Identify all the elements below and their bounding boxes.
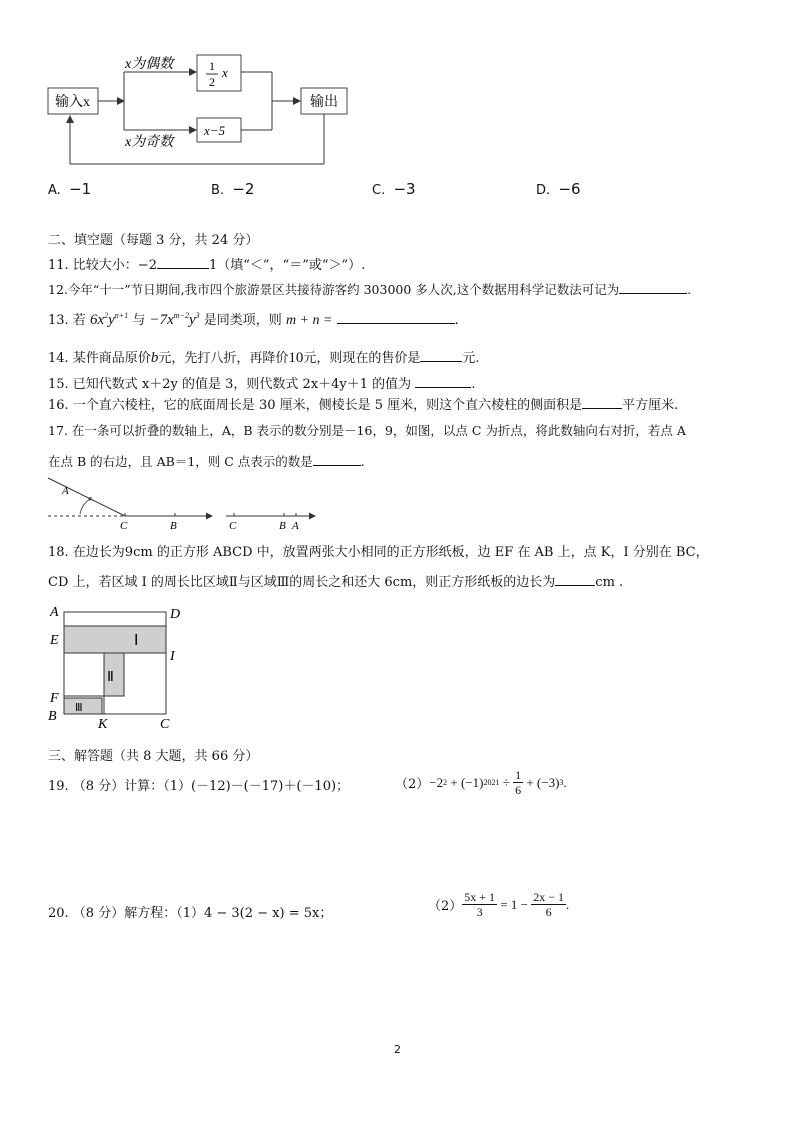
q15 [48,373,475,392]
q13-t1: 6x [89,312,105,328]
q19-p2-a: −2 [429,774,444,790]
q13-pre: 13. 若 [48,313,86,328]
q18-label-c: C [160,717,170,732]
q15-blank [415,375,471,388]
region-1 [64,626,166,653]
minus5-label: x−5 [204,123,226,138]
option-d [536,180,581,198]
q18-blank [555,573,595,586]
q12-text: 12.今年“十一”节日期间,我市四个旅游景区共接待游客约 303000 多人次,这个数据用科学记数法可记为 [48,282,620,297]
option-value: −3 [393,180,416,198]
page-number: 2 [394,1043,401,1056]
q20-fraction2 [531,890,566,919]
q16-end: 平方厘米. [622,398,679,413]
q13-t2: −7x [149,312,174,328]
q20-f2num: 2x − 1 [533,890,565,904]
q13-exp: n+1 [114,311,129,320]
q16-blank [582,396,622,409]
section3-heading: 三、解答题（共 8 大题，共 66 分） [48,749,259,764]
q14-mid: 元，先打八折，再降价 [158,351,289,366]
half-num: 1 [209,59,215,73]
q14-end: 元. [462,351,480,366]
q13-mn: m + n = [285,313,333,328]
q14-var: b [150,350,159,366]
option-letter: C. [372,183,386,198]
q11-pre: 11. 比较大小：−2 [48,258,157,273]
q19-p2-end: . [563,774,567,790]
q19-part1: 19. （8 分）计算：（1）(－12)－(－17)＋(－10)； [48,779,350,794]
q18-line2 [48,571,623,590]
q14 [48,347,479,367]
option-c [372,180,416,198]
odd-label: x为奇数 [125,135,174,150]
even-label: x为偶数 [125,57,174,72]
q17-line2-text: 在点 B 的右边，且 AB＝1，则 C 点表示的数是 [48,454,313,469]
q17-label-a2: A [292,520,299,532]
q15-end: . [471,377,476,392]
q11 [48,254,365,273]
region-3 [64,698,102,714]
q18-label-b: B [48,709,57,724]
q19-p2-pre: （2） [395,777,430,792]
option-a [48,180,91,198]
q20-mid: = 1 − [500,896,528,912]
half-box [197,55,241,91]
q20-part2 [428,890,569,919]
q13-exp: 3 [195,311,200,320]
q11-post: 1（填“＜”，“＝”或“＞”）. [208,258,366,273]
q16-pre: 16. 一个直六棱柱，它的底面周长是 30 厘米，侧棱长是 5 厘米，则这个直六棱柱的侧面积是 [48,398,583,413]
q18-label-k: K [98,717,108,732]
section2-heading: 二、填空题（每题 3 分，共 24 分） [48,233,259,248]
q17-label-b1: B [170,520,177,532]
q14-blank [420,349,462,362]
q20-f1den: 3 [476,905,483,919]
q20-fraction1 [462,890,497,919]
q17-line1: 17. 在一条可以折叠的数轴上，A，B 表示的数分别是－16，9，如图，以点 C 为折点，将此数轴向右对折，若点 A [48,423,686,438]
q19-exp: 3 [559,778,564,787]
q19-p2-d: + (−3) [526,774,560,790]
q14-post: 元，则现在的售价是 [303,351,421,366]
q13-end: . [454,313,459,328]
q18-label-e: E [50,633,59,648]
q15-pre: 15. 已知代数式 x＋2y 的值是 3，则代数式 2x＋4y＋1 的值为 [48,377,412,392]
output-label: 输出 [310,95,338,110]
q12-end: . [687,282,692,297]
q17-figure [40,474,330,532]
q14-pre: 14. 某件商品原价 [48,351,151,366]
q13-term1: $6x^2y^{n+1}$ [89,311,129,328]
option-value: −2 [232,180,255,198]
q18-label-i: I [170,649,175,664]
q13-blank [337,311,455,324]
q17-label-b2: B [279,520,286,532]
q19-p2-c: ÷ [502,774,510,790]
q18-region-2: Ⅱ [107,670,114,685]
q17-label-c1: C [120,520,128,532]
q20-p2-pre: （2） [428,899,463,914]
option-value: −6 [558,180,581,198]
q13 [48,309,459,329]
half-den: 2 [209,75,215,89]
q18-label-f: F [50,691,59,706]
q13-exp: m−2 [173,311,189,320]
q19-exp: 2 [443,778,448,787]
input-label: 输入x [55,95,90,110]
q13-post: 是同类项，则 [203,313,282,328]
option-value: −1 [69,180,92,198]
q13-mid: 与 [132,313,146,328]
q20-f2den: 6 [545,905,552,919]
q12-blank [619,281,687,294]
q14-num: 10 [288,350,304,366]
q11-blank [157,256,209,269]
flowchart [40,50,380,175]
q12 [48,280,691,298]
q18-label-d: D [170,607,181,622]
q20-part1: 20. （8 分）解方程：（1）4 − 3(2 − x) = 5x； [48,906,333,921]
q16 [48,394,678,413]
q19-fden: 6 [515,783,522,797]
q19-exp: 2021 [483,778,500,787]
q17-end: . [360,454,365,469]
option-letter: D. [536,183,551,198]
q19-p2-b: + (−1) [450,774,484,790]
q18-label-a: A [50,605,59,620]
option-b [211,180,254,198]
option-letter: B. [211,183,225,198]
q13-exp: 2 [104,311,109,320]
q20-f1num: 5x + 1 [464,890,496,904]
q19-fraction [513,768,523,797]
q18-line2-text: CD 上，若区域 I 的周长比区域Ⅱ与区域Ⅲ的周长之和还大 6cm，则正方形纸板的边长为 [48,575,556,590]
q18-figure [40,600,190,732]
q17-blank [313,453,361,466]
q18-region-3: Ⅲ [75,702,83,714]
q18-end: cm . [595,575,624,590]
q17-line2 [48,452,365,470]
half-var: x [222,65,228,80]
q17-label-c2: C [229,520,237,532]
q13-term2: $-7x^{m-2}y^3$ [149,311,200,328]
q18-region-1: Ⅰ [134,633,139,649]
q20-end: . [566,896,570,912]
option-letter: A. [48,183,61,198]
q19-fnum: 1 [515,768,522,782]
q18-line1: 18. 在边长为9cm 的正方形 ABCD 中，放置两张大小相同的正方形纸板，边 EF 在 AB 上，点 K，I 分别在 BC， [48,545,709,560]
q17-label-a1: A [62,485,69,497]
q19-part2 [395,768,567,797]
